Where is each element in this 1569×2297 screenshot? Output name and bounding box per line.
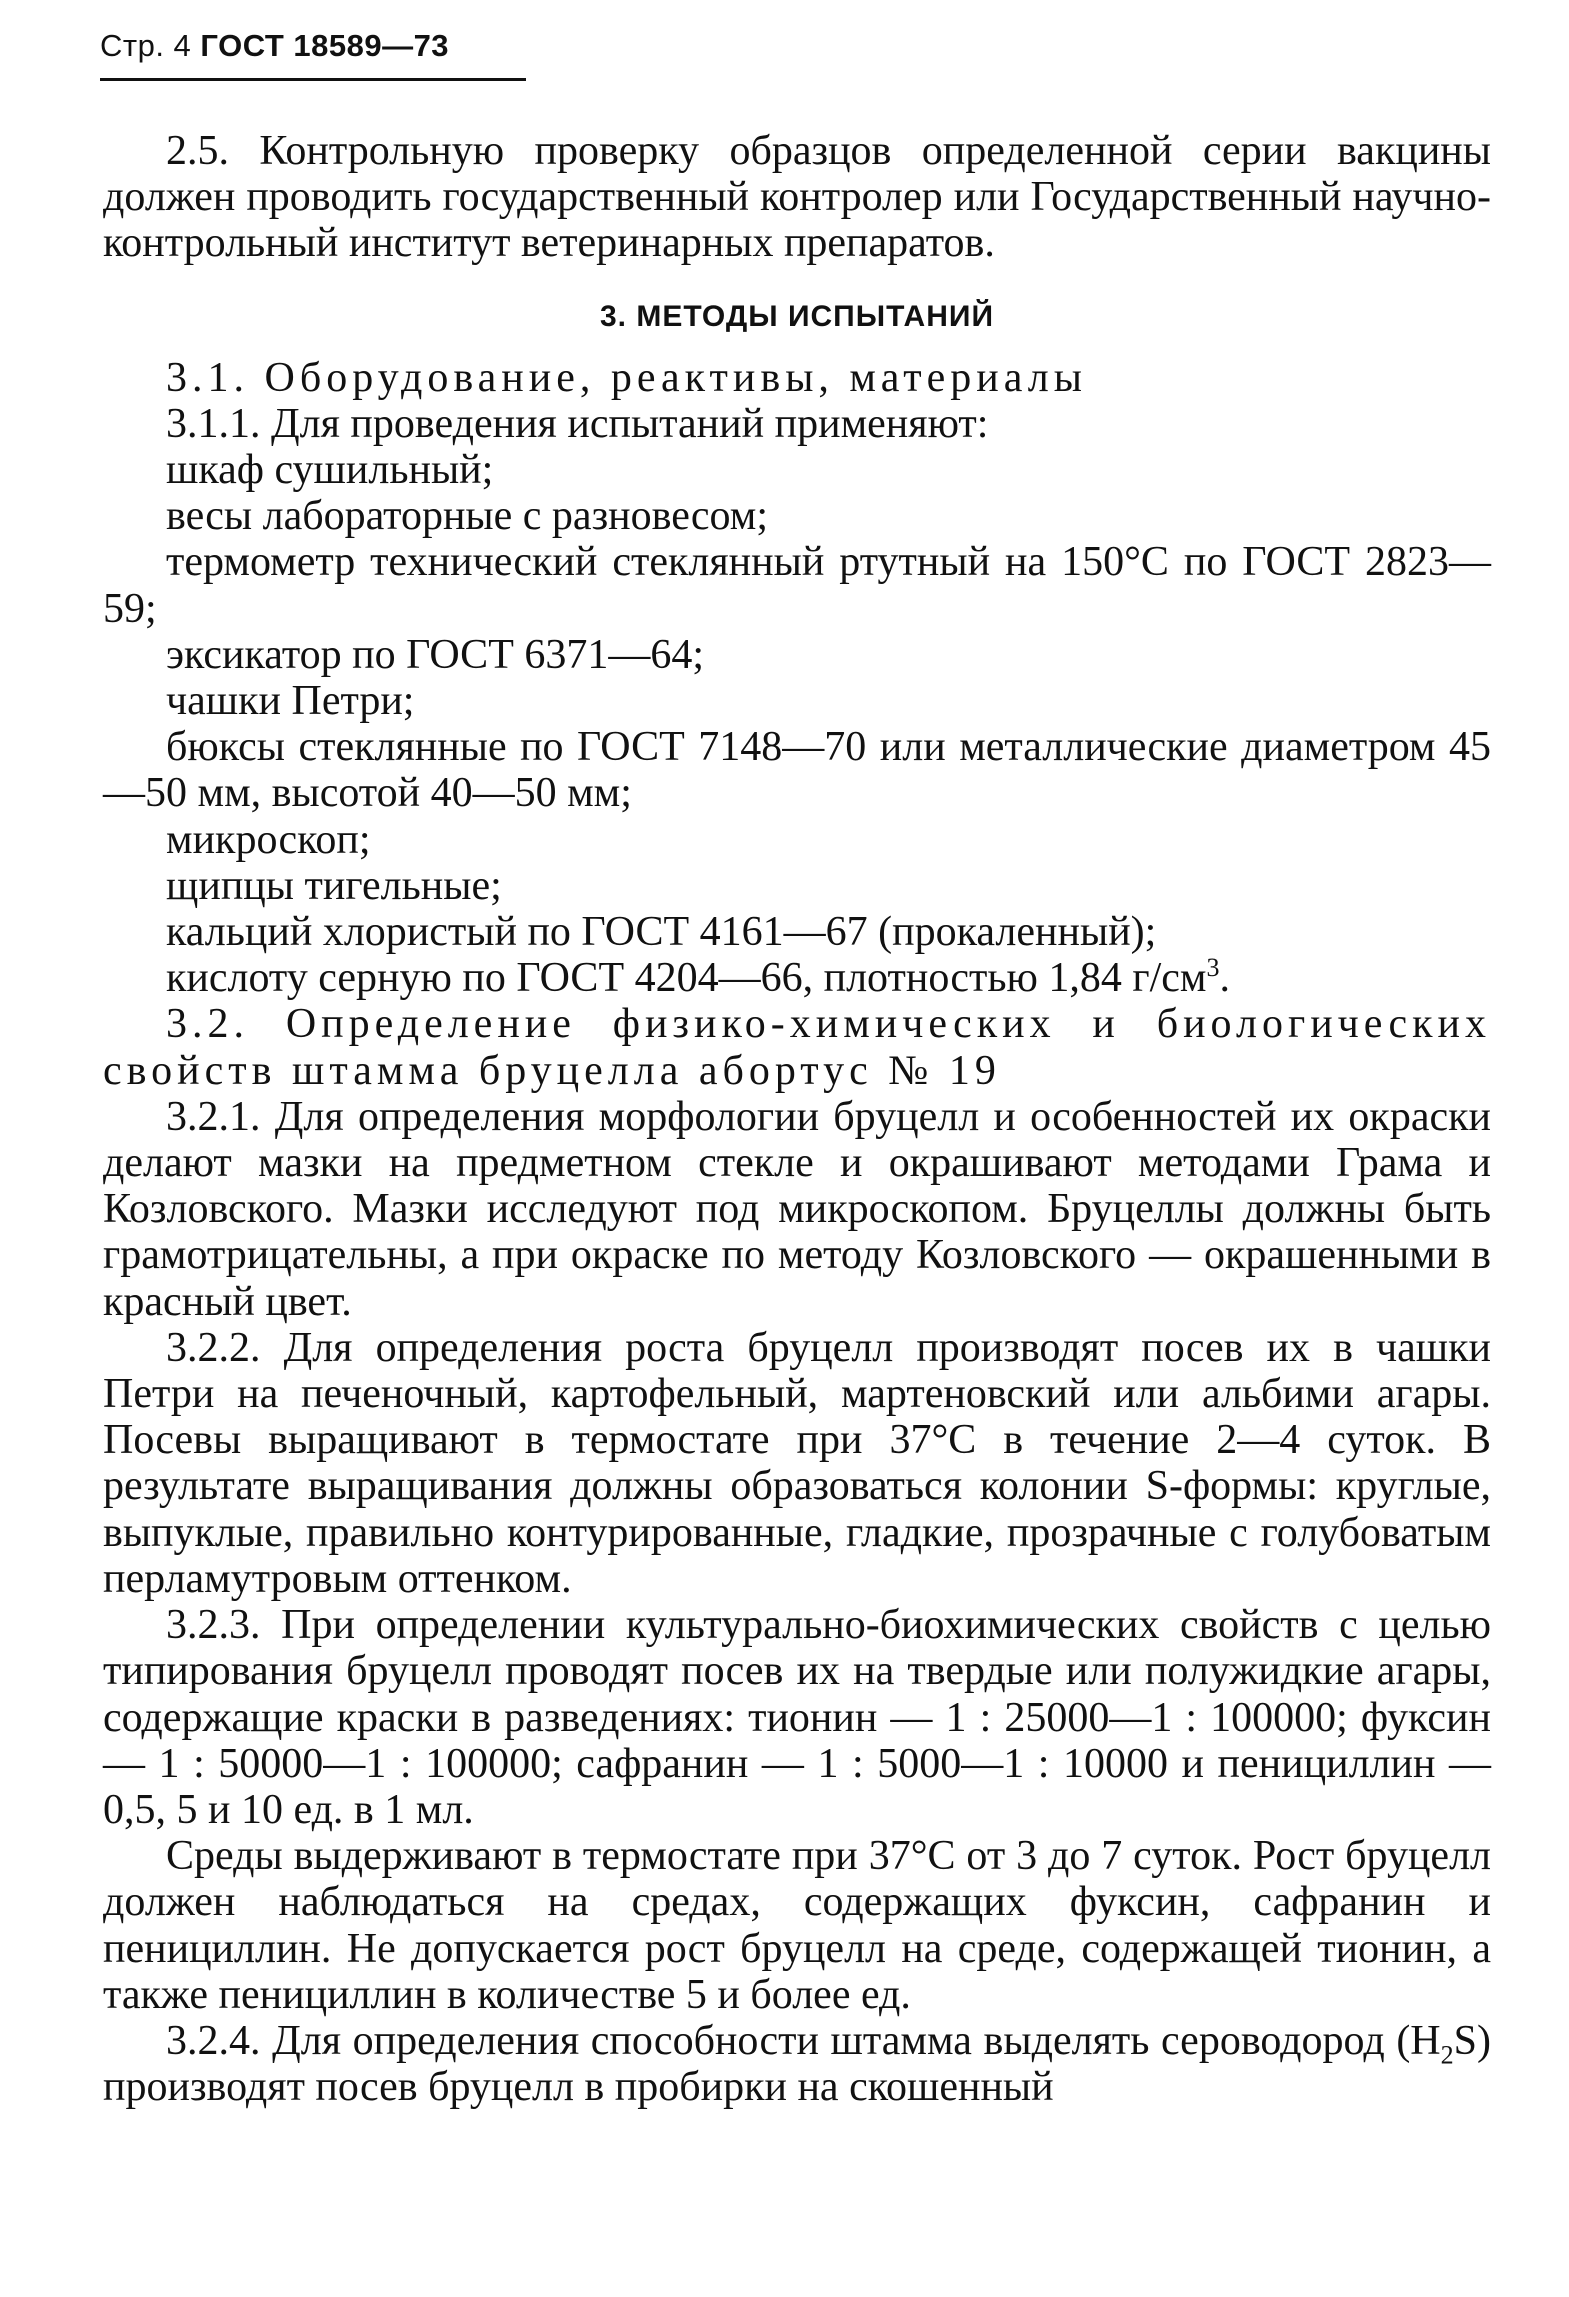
acid-end: . [1219,955,1231,1002]
acid-superscript: 3 [1206,953,1220,983]
paragraph-media: Среды выдерживают в термостате при 37°С от 3 до 7 суток. Рост бруцелл должен наблюдаться на средах, содержащих фуксин, сафранин и пенициллин. Не допускается рост бруцелл на среде, содержащей тионин, а также пенициллин в количестве 5 и более ед. [103,1833,1491,2018]
standard-designation: ГОСТ 18589—73 [200,28,450,63]
equipment-item: микроскоп; [166,816,371,863]
section-heading-3: 3. МЕТОДЫ ИСПЫТАНИЙ [600,299,994,333]
equipment-item: бюксы стеклянные по ГОСТ 7148—70 или металлические диаметром 45—50 мм, высотой 40—50 мм; [103,724,1491,817]
equipment-item: эксикатор по ГОСТ 6371—64; [166,631,705,678]
equipment-item: кальций хлористый по ГОСТ 4161—67 (прокаленный); [166,909,1157,956]
equipment-item: щипцы тигельные; [166,862,502,909]
acid-text: кислоту серную по ГОСТ 4204—66, плотностью 1,84 г/см [166,955,1207,1002]
subsection-3-1-title: 3.1. Оборудование, реактивы, материалы [166,354,1087,401]
equipment-item: шкаф сушильный; [166,447,494,494]
paragraph-3-2-1: 3.2.1. Для определения морфологии бруцелл и особенностей их окраски делают мазки на предметном стекле и окрашивают методами Грама и Козловского. Мазки исследуют под микроскопом. Бруцеллы должны быть грамотрицательны, а при окраске по методу Козловского — окрашенными в красный цвет. [103,1093,1491,1325]
paragraph-3-2-4-part-a: 3.2.4. Для определения способности штамма выделять сероводород (H [166,2017,1441,2064]
equipment-item: термометр технический стеклянный ртутный на 150°С по ГОСТ 2823—59; [103,539,1491,632]
paragraph-3-2-3: 3.2.3. При определении культурально-биохимических свойств с целью типирования бруцелл проводят посев их на твердые или полужидкие агары, содержащие краски в разведениях: тионин — 1 : 25000—1 : 100000; фуксин — 1 : 50000—1 : 100000; сафранин — 1 : 5000—1 : 10000 и пенициллин — 0,5, 5 и 10 ед. в 1 мл. [103,1602,1491,1833]
header-rule [100,78,526,81]
paragraph-3-2-4 [103,2018,1491,2110]
paragraph-2-5: 2.5. Контрольную проверку образцов определенной серии вакцины должен проводить государственный контролер или Государственный научно-контрольный институт ветеринарных препаратов. [103,128,1491,267]
subsection-3-2-title: 3.2. Определение физико-химических и биологических свойств штамма бруцелла абортус № 19 [103,1001,1491,1094]
body-text [103,128,1491,2110]
paragraph-3-2-2: 3.2.2. Для определения роста бруцелл производят посев их в чашки Петри на печеночный, картофельный, мартеновский или альбими агары. Посевы выращивают в термостате при 37°С в течение 2—4 суток. В результате выращивания должны образоваться колонии S-формы: круглые, выпуклые, правильно контурированные, гладкие, прозрачные с голубоватым перламутровым оттенком. [103,1324,1491,1602]
page-number-label: Стр. 4 [100,28,192,63]
equipment-item: весы лабораторные с разновесом; [166,493,769,540]
paragraph-3-2-4-part-b: S) производят посев бруцелл в пробирки на скошенный [103,2017,1491,2111]
paragraph-3-1-1: 3.1.1. Для проведения испытаний применяют: [166,400,989,447]
equipment-item: чашки Петри; [166,678,415,725]
subscript-2: 2 [1440,2040,1454,2070]
running-header [100,28,449,64]
equipment-item-acid [103,955,1491,1001]
